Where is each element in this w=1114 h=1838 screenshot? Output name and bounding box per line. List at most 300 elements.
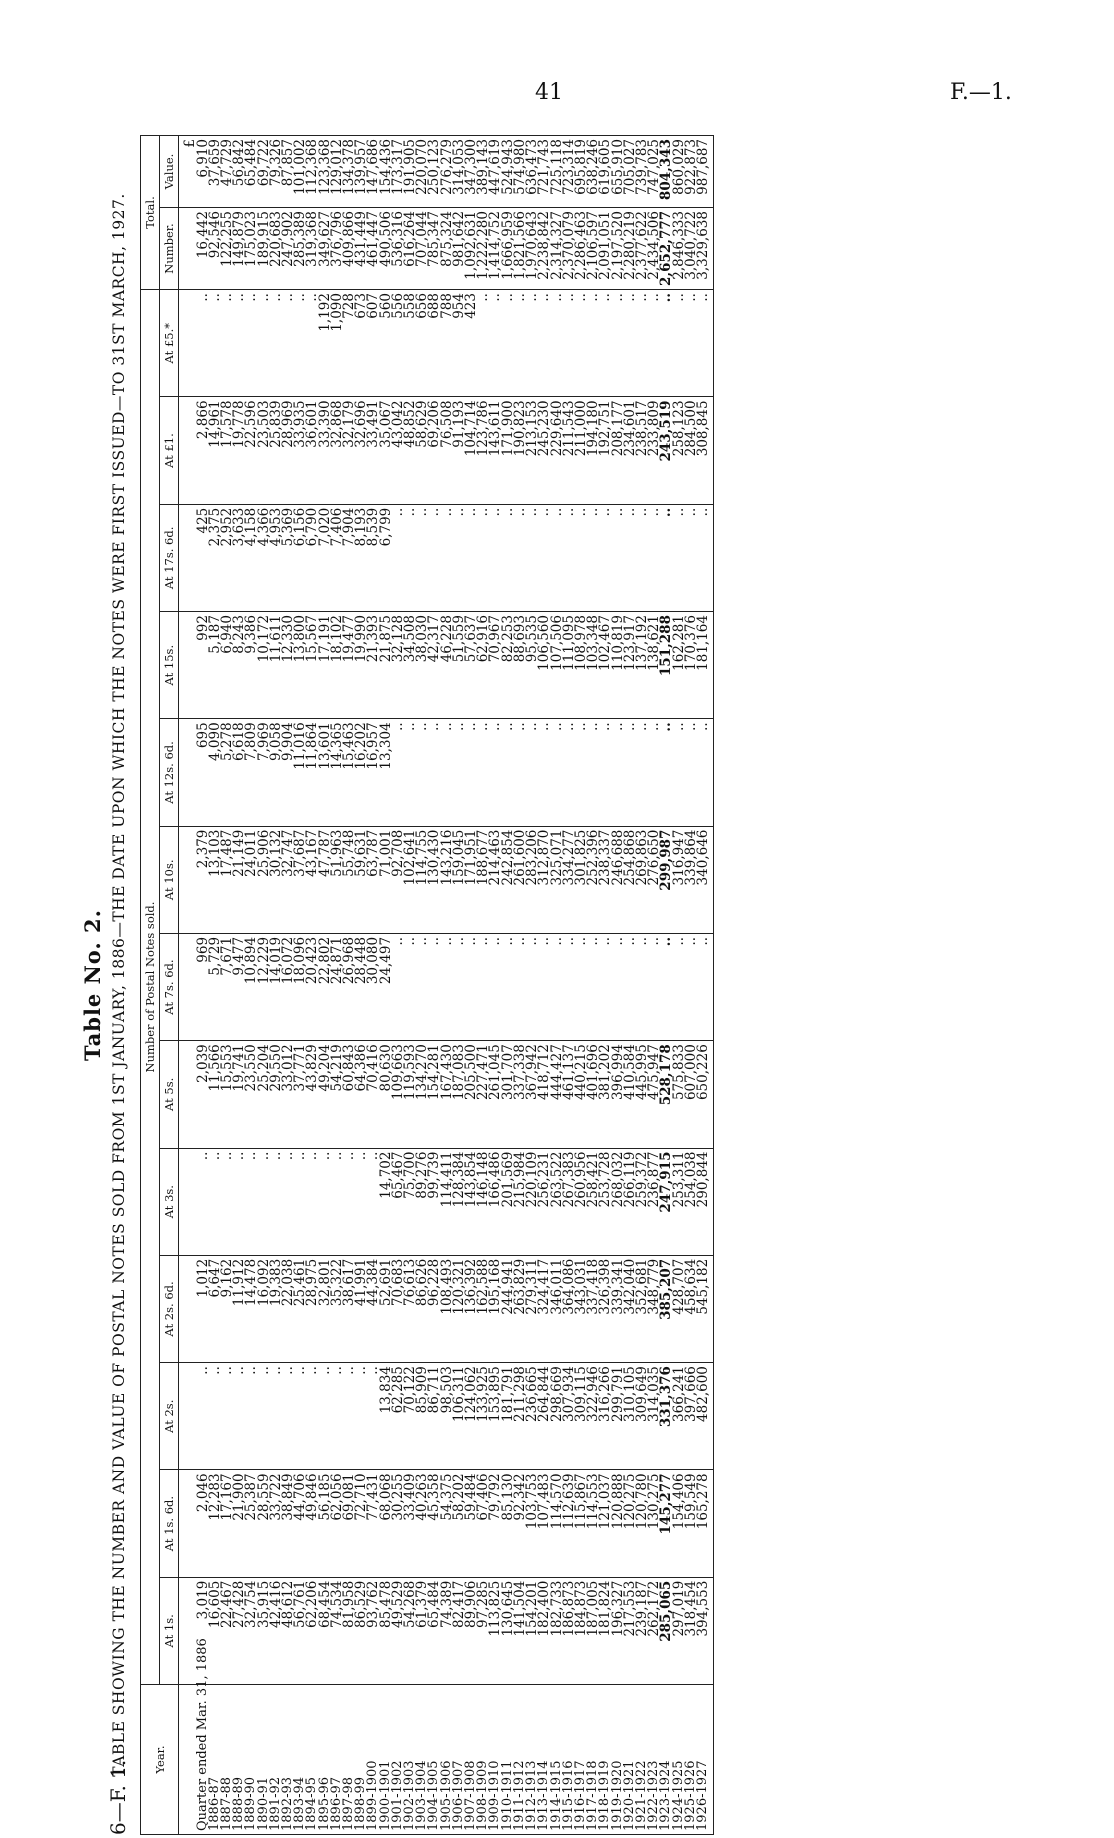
table-cell: 309,115 (575, 1363, 587, 1470)
table-cell: 80,630 (380, 1041, 392, 1148)
table-cell: 334,277 (563, 826, 575, 933)
table-cell: 22,596 (245, 397, 257, 504)
table-cell: 4,366 (258, 504, 270, 611)
table-cell: 28,559 (258, 1470, 270, 1577)
table-cell: 149,879 (233, 208, 245, 290)
year-cell: 1917-1918 (587, 1685, 599, 1835)
table-cell: 8,193 (355, 504, 367, 611)
year-cell: 1923-1924 (660, 1685, 672, 1835)
table-cell: .. (416, 933, 428, 1040)
table-cell: 8,539 (367, 504, 379, 611)
table-cell: 922,873 (685, 136, 697, 208)
table-cell: 86,529 (355, 1577, 367, 1684)
table-cell: .. (673, 933, 685, 1040)
table-cell: 2,106,597 (587, 208, 599, 290)
table-row (197, 136, 209, 1835)
table-cell: 267,383 (563, 1148, 575, 1255)
table-cell: .. (489, 933, 501, 1040)
table-cell: 108,493 (441, 1255, 453, 1362)
table-cell: 301,825 (575, 826, 587, 933)
table-cell: 82,417 (453, 1577, 465, 1684)
table-cell: .. (428, 933, 440, 1040)
table-cell: 208,177 (612, 397, 624, 504)
table-cell: 276,279 (441, 136, 453, 208)
table-cell: 739,783 (636, 136, 648, 208)
table-cell: 46,228 (441, 612, 453, 719)
table-cell: 186,873 (563, 1577, 575, 1684)
table-cell: .. (551, 933, 563, 1040)
table-cell: 655,910 (612, 136, 624, 208)
table-cell: .. (441, 504, 453, 611)
year-cell: 1906-1907 (453, 1685, 465, 1835)
table-cell: .. (599, 933, 611, 1040)
table-cell: 312,870 (538, 826, 550, 933)
table-cell: 32,754 (245, 1577, 257, 1684)
table-cell: 2,091,051 (599, 208, 611, 290)
table-cell: 2,952 (221, 504, 233, 611)
year-cell: 1920-1921 (624, 1685, 636, 1835)
table-cell: 1,092,631 (465, 208, 477, 290)
table-cell: 196,327 (612, 1577, 624, 1684)
table-cell: .. (636, 504, 648, 611)
table-cell: 326,398 (599, 1255, 611, 1362)
table-row (514, 136, 526, 1835)
table-cell: 285,389 (294, 208, 306, 290)
table-cell: 238,517 (636, 397, 648, 504)
table-cell: .. (685, 933, 697, 1040)
table-cell: .. (270, 1363, 282, 1470)
year-cell: 1898-99 (355, 1685, 367, 1835)
table-cell: 9,904 (282, 719, 294, 826)
table-cell: 7,671 (221, 933, 233, 1040)
table-cell: 45,358 (428, 1470, 440, 1577)
table-cell: 211,543 (563, 397, 575, 504)
table-cell: 103,348 (587, 612, 599, 719)
table-cell: 5,278 (221, 719, 233, 826)
table-cell: 123,786 (477, 397, 489, 504)
table-cell: 556 (392, 290, 404, 397)
table-cell: 59,484 (465, 1470, 477, 1577)
table-cell: 102,467 (599, 612, 611, 719)
table-cell: 297,019 (673, 1577, 685, 1684)
table-cell: 16,202 (355, 719, 367, 826)
blank-cell (179, 1577, 197, 1684)
table-cell: .. (660, 504, 672, 611)
table-row (392, 136, 404, 1835)
blank-cell (179, 1041, 197, 1148)
year-cell: 1896-97 (331, 1685, 343, 1835)
table-cell: 239,187 (636, 1577, 648, 1684)
number-sold-header: Number of Postal Notes sold. (141, 290, 160, 1685)
table-cell: 2,280,219 (624, 208, 636, 290)
table-cell: 30,132 (270, 826, 282, 933)
table-cell: .. (331, 1363, 343, 1470)
table-cell: 2,377,622 (636, 208, 648, 290)
table-cell: 211,298 (514, 1363, 526, 1470)
table-cell: 2,846,333 (673, 208, 685, 290)
table-cell: .. (673, 504, 685, 611)
table-row (538, 136, 550, 1835)
table-cell: 342,040 (624, 1255, 636, 1362)
table-cell: 14,961 (209, 397, 221, 504)
year-cell: 1888-89 (233, 1685, 245, 1835)
table-cell: 352,681 (636, 1255, 648, 1362)
table-cell: 428,707 (673, 1255, 685, 1362)
table-cell: .. (245, 1148, 257, 1255)
table-cell: 27,428 (233, 1577, 245, 1684)
table-cell: 17,487 (221, 826, 233, 933)
table-cell: 120,321 (453, 1255, 465, 1362)
year-cell: 1919-1920 (612, 1685, 624, 1835)
table-cell: 58,629 (416, 397, 428, 504)
table-cell: .. (563, 290, 575, 397)
table-cell: .. (526, 719, 538, 826)
table-cell: .. (319, 1363, 331, 1470)
table-cell: 264,844 (538, 1363, 550, 1470)
table-cell: 145,277 (660, 1470, 672, 1577)
table-cell: .. (575, 290, 587, 397)
table-cell: .. (575, 933, 587, 1040)
table-cell: .. (270, 290, 282, 397)
table-cell: .. (660, 933, 672, 1040)
table-cell: 154,201 (526, 1577, 538, 1684)
table-cell: 110,819 (612, 612, 624, 719)
year-cell: 1913-1914 (538, 1685, 550, 1835)
table-cell: 339,341 (612, 1255, 624, 1362)
table-cell: 60,843 (343, 1041, 355, 1148)
table-cell: .. (551, 504, 563, 611)
table-cell: 67,406 (477, 1470, 489, 1577)
table-cell: .. (233, 290, 245, 397)
table-cell: 343,031 (575, 1255, 587, 1362)
table-cell: 607,000 (685, 1041, 697, 1148)
table-cell: 59,631 (355, 826, 367, 933)
year-cell: 1916-1917 (575, 1685, 587, 1835)
table-cell: 21,900 (233, 1470, 245, 1577)
table-cell: 190,823 (514, 397, 526, 504)
table-cell: 64,386 (355, 1041, 367, 1148)
table-cell: 721,743 (538, 136, 550, 208)
table-cell: 276,650 (648, 826, 660, 933)
year-cell: 1895-96 (319, 1685, 331, 1835)
table-cell: 11,566 (209, 1041, 221, 1148)
table-cell: 283,206 (526, 826, 538, 933)
table-cell: .. (587, 504, 599, 611)
table-cell: 28,975 (306, 1255, 318, 1362)
table-cell: .. (465, 504, 477, 611)
year-cell: 1926-1927 (697, 1685, 714, 1835)
table-row (270, 136, 282, 1835)
table-cell: .. (258, 1363, 270, 1470)
table-cell: 987,687 (697, 136, 714, 208)
table-number: Table No. 2. (80, 909, 105, 1061)
table-cell: 2,652,777 (660, 208, 672, 290)
table-cell: .. (404, 504, 416, 611)
table-cell: 263,829 (514, 1255, 526, 1362)
table-cell: .. (587, 290, 599, 397)
value-header: Value. (160, 136, 179, 208)
table-cell: 954 (453, 290, 465, 397)
blank-cell (179, 719, 197, 826)
denomination-header: At 17s. 6d. (160, 504, 179, 611)
table-cell: 57,637 (465, 612, 477, 719)
table-cell: .. (233, 1148, 245, 1255)
table-cell: 128,384 (453, 1148, 465, 1255)
table-cell: 14,478 (245, 1255, 257, 1362)
table-cell: .. (697, 933, 714, 1040)
table-cell: 214,463 (489, 826, 501, 933)
table-cell: 396,994 (612, 1041, 624, 1148)
table-cell: 705,027 (624, 136, 636, 208)
table-cell: 89,906 (465, 1577, 477, 1684)
table-cell: 638,246 (587, 136, 599, 208)
unit-row (179, 136, 197, 1835)
table-cell: 65,467 (392, 1148, 404, 1255)
table-cell: .. (441, 719, 453, 826)
table-cell: 181,824 (599, 1577, 611, 1684)
table-cell: .. (258, 290, 270, 397)
table-cell: 279,311 (526, 1255, 538, 1362)
table-row (465, 136, 477, 1835)
table-cell: 42,317 (428, 612, 440, 719)
table-cell: .. (453, 504, 465, 611)
table-cell: 440,215 (575, 1041, 587, 1148)
year-cell: 1887-88 (221, 1685, 233, 1835)
table-cell: 87,857 (282, 136, 294, 208)
table-cell: 7,969 (258, 719, 270, 826)
table-cell: 121,037 (599, 1470, 611, 1577)
table-cell: 418,712 (538, 1041, 550, 1148)
table-row (233, 136, 245, 1835)
table-cell: 431,449 (355, 208, 367, 290)
table-cell: .. (502, 504, 514, 611)
table-cell: 62,916 (477, 612, 489, 719)
table-cell: .. (648, 933, 660, 1040)
table-cell: 728 (343, 290, 355, 397)
table-cell: 969 (197, 933, 209, 1040)
table-cell: 331,376 (660, 1363, 672, 1470)
table-cell: 92,708 (392, 826, 404, 933)
table-row (563, 136, 575, 1835)
table-cell: 28,969 (282, 397, 294, 504)
table-cell: .. (685, 504, 697, 611)
table-row (551, 136, 563, 1835)
table-cell: 32,801 (319, 1255, 331, 1362)
table-cell: 115,867 (575, 1470, 587, 1577)
table-cell: 119,593 (404, 1041, 416, 1148)
table-cell: .. (282, 1363, 294, 1470)
table-cell: .. (197, 1148, 209, 1255)
blank-cell (179, 612, 197, 719)
table-cell: 106,311 (453, 1363, 465, 1470)
table-cell: 252,396 (587, 826, 599, 933)
table-cell: 20,423 (306, 933, 318, 1040)
table-cell: 52,691 (380, 1255, 392, 1362)
table-cell: 6,799 (380, 504, 392, 611)
table-cell: 220,109 (526, 1148, 538, 1255)
table-cell: 188,677 (477, 826, 489, 933)
table-cell: 68,068 (380, 1470, 392, 1577)
table-cell: .. (245, 1363, 257, 1470)
table-cell: 85,130 (502, 1470, 514, 1577)
table-cell: 187,005 (587, 1577, 599, 1684)
table-cell: 389,143 (477, 136, 489, 208)
table-row (258, 136, 270, 1835)
table-cell: 181,164 (697, 612, 714, 719)
table-cell: .. (587, 933, 599, 1040)
table-cell: 5,187 (209, 612, 221, 719)
table-cell: 74,389 (441, 1577, 453, 1684)
table-cell: 458,634 (685, 1255, 697, 1362)
table-cell: 246,688 (612, 826, 624, 933)
table-cell: 85,909 (416, 1363, 428, 1470)
table-cell: 70,967 (489, 612, 501, 719)
table-row (282, 136, 294, 1835)
table-cell: 102,641 (404, 826, 416, 933)
table-cell: .. (538, 719, 550, 826)
table-row (209, 136, 221, 1835)
table-cell: 70,122 (404, 1363, 416, 1470)
table-cell: 153,895 (489, 1363, 501, 1470)
year-cell: 1903-1904 (416, 1685, 428, 1835)
table-cell: 63,787 (367, 826, 379, 933)
table-cell: 299,987 (660, 826, 672, 933)
table-cell: 233,809 (648, 397, 660, 504)
table-cell: .. (673, 290, 685, 397)
table-cell: 217,553 (624, 1577, 636, 1684)
year-cell: 1899-1900 (367, 1685, 379, 1835)
table-cell: 992 (197, 612, 209, 719)
table-cell: 89,276 (416, 1148, 428, 1255)
table-cell: .. (294, 290, 306, 397)
table-cell: 260,956 (575, 1148, 587, 1255)
table-cell: .. (343, 1363, 355, 1470)
table-cell: .. (660, 719, 672, 826)
table-cell: 607 (367, 290, 379, 397)
table-cell: .. (526, 290, 538, 397)
table-cell: 17,191 (319, 612, 331, 719)
table-cell: 124,062 (465, 1363, 477, 1470)
table-cell: .. (673, 719, 685, 826)
table-row (477, 136, 489, 1835)
year-cell: 1886-87 (209, 1685, 221, 1835)
table-cell: 616,264 (404, 208, 416, 290)
year-cell: 1907-1908 (465, 1685, 477, 1835)
table-cell: 1,821,566 (514, 208, 526, 290)
year-cell: 1904-1905 (428, 1685, 440, 1835)
table-cell: 263,522 (551, 1148, 563, 1255)
denomination-header: At 2s. 6d. (160, 1255, 179, 1362)
table-cell: 528,178 (660, 1041, 672, 1148)
table-cell: 364,086 (563, 1255, 575, 1362)
table-cell: 367,942 (526, 1041, 538, 1148)
table-cell: 123,917 (624, 612, 636, 719)
table-cell: .. (392, 933, 404, 1040)
table-cell: 262,172 (648, 1577, 660, 1684)
table-cell: .. (258, 1148, 270, 1255)
table-row (599, 136, 611, 1835)
table-cell: .. (514, 504, 526, 611)
table-cell: 707,044 (416, 208, 428, 290)
table-row (587, 136, 599, 1835)
table-cell: .. (502, 290, 514, 397)
table-cell: 423 (465, 290, 477, 397)
table-cell: .. (282, 1148, 294, 1255)
table-cell: 349,627 (319, 208, 331, 290)
table-cell: .. (648, 504, 660, 611)
table-cell: .. (416, 719, 428, 826)
table-cell: 92,546 (209, 208, 221, 290)
table-cell: 79,326 (270, 136, 282, 208)
table-cell: .. (209, 1148, 221, 1255)
table-cell: .. (465, 933, 477, 1040)
table-cell: .. (514, 933, 526, 1040)
table-cell: 13,800 (294, 612, 306, 719)
table-cell: 181,791 (502, 1363, 514, 1470)
table-cell: 536,316 (392, 208, 404, 290)
table-cell: .. (428, 504, 440, 611)
table-cell: 130,275 (648, 1470, 660, 1577)
table-cell: 47,787 (319, 826, 331, 933)
table-cell: 524,943 (502, 136, 514, 208)
table-cell: 447,619 (489, 136, 501, 208)
table-cell: 33,390 (319, 397, 331, 504)
table-cell: 574,980 (514, 136, 526, 208)
table-cell: 30,255 (392, 1470, 404, 1577)
table-cell: 18,096 (294, 933, 306, 1040)
table-cell: 9,477 (233, 933, 245, 1040)
table-cell: .. (599, 719, 611, 826)
table-cell: 16,442 (197, 208, 209, 290)
table-cell: 24,871 (331, 933, 343, 1040)
table-cell: 236,877 (648, 1148, 660, 1255)
table-row (489, 136, 501, 1835)
table-cell: 656 (416, 290, 428, 397)
table-cell: 134,378 (343, 136, 355, 208)
table-cell: .. (551, 719, 563, 826)
table-row (319, 136, 331, 1835)
table-cell: 58,202 (453, 1470, 465, 1577)
table-cell: .. (612, 290, 624, 397)
denomination-header: At £1. (160, 397, 179, 504)
table-cell: 490,506 (380, 208, 392, 290)
table-cell: 22,802 (319, 933, 331, 1040)
table-cell: 2,046 (197, 1470, 209, 1577)
table-cell: 299,791 (612, 1363, 624, 1470)
table-cell: 151,288 (660, 612, 672, 719)
table-cell: 3,329,638 (697, 208, 714, 290)
table-cell: 7,809 (245, 719, 257, 826)
table-row (526, 136, 538, 1835)
table-cell: 130,645 (502, 1577, 514, 1684)
table-cell: 82,253 (502, 612, 514, 719)
table-cell: 106,560 (538, 612, 550, 719)
table-cell: .. (599, 290, 611, 397)
table-row (660, 136, 672, 1835)
table-cell: 445,995 (636, 1041, 648, 1148)
table-cell: 120,780 (636, 1470, 648, 1577)
table-cell: 14,019 (270, 933, 282, 1040)
table-cell: 1,012 (197, 1255, 209, 1362)
table-cell: 114,570 (551, 1470, 563, 1577)
table-cell: .. (477, 504, 489, 611)
table-cell: .. (612, 504, 624, 611)
table-cell: 92,342 (514, 1470, 526, 1577)
table-cell: 673 (355, 290, 367, 397)
table-cell: 15,463 (343, 719, 355, 826)
year-cell: 1889-90 (245, 1685, 257, 1835)
table-cell: .. (538, 290, 550, 397)
